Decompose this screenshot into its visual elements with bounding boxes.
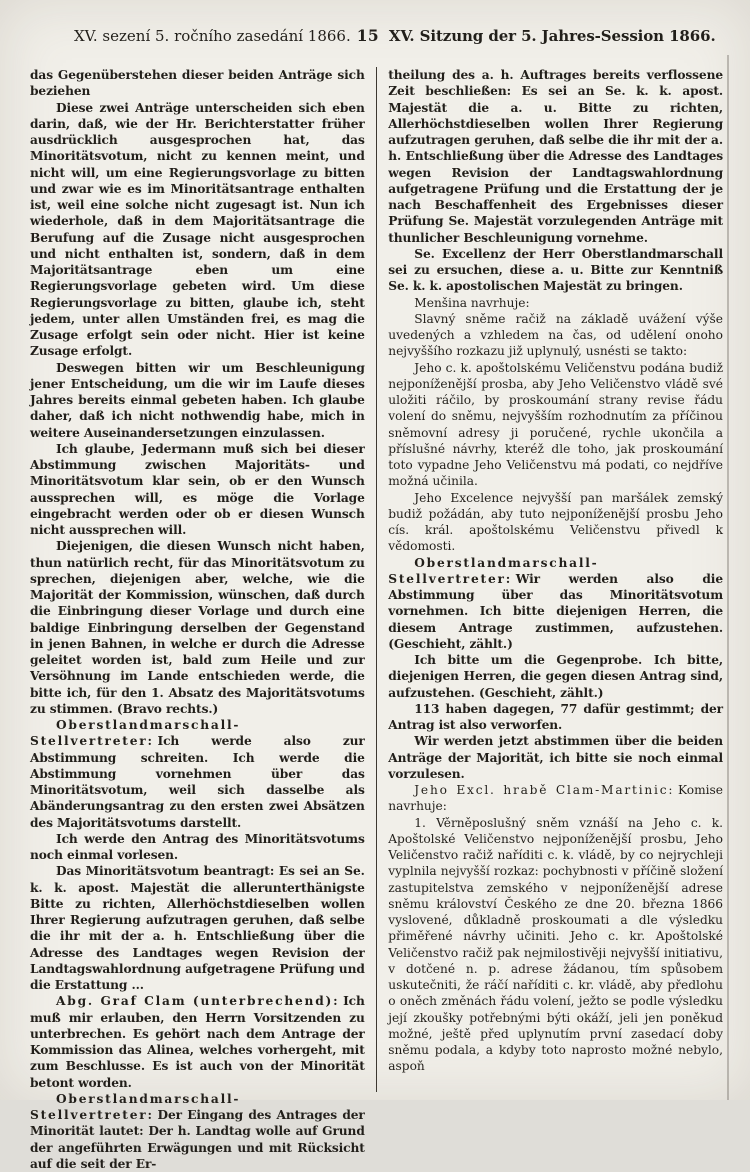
paragraph: Diejenigen, die diesen Wunsch nicht haben, thun natürlich recht, für das Minoritätsvotum zu sprechen, diejenigen aber, welche, wie die Majorität der Kommission, wünschen, daß durch die Einbringung dieser Vorlage und durch eine baldige Einbringung derselben der Gegenstand in jenen Bahnen, in welche er durch die Adresse geleitet worden ist, bald zum Heile und zur Versöhnung im Lande entschieden werde, die bitte ich, für den 1. Absatz des Majoritätsvotums zu stimmen. (Bravo rechts.) xyxy=(30,539,365,716)
paragraph: theilung des a. h. Auftrages bereits verflossene Zeit beschließen: Es sei an Se. k. k. apost. Majestät die a. u. Bitte zu richten, Allerhöchstdieselben wollen Ihrer Regierung aufzutragen geruhen, daß selbe die ihr mit der a. h. Entschließung über die Adresse des Landtages wegen Revision der Landtagswahlordnung aufgetragene Prüfung und die Erstattung der je nach Beschaffenheit des Ergebnisses dieser Prüfung Se. Majestät vorzulegenden Anträge mit thunlicher Beschleunigung vornehme. xyxy=(388,68,723,245)
paragraph: Menšina navrhuje: xyxy=(414,295,530,310)
speaker-name: Jeho Excl. hrabě Clam-Martinic: xyxy=(414,783,675,797)
paragraph: Jeho Excelence nejvyšší pan maršálek zemský budiž požádán, aby tuto nejponíženější prosbu Jeho cís. král. apoštolskému Veličenstvu přivedl k vědomosti. xyxy=(388,490,723,554)
paragraph: Ich bitte um die Gegenprobe. Ich bitte, diejenigen Herren, die gegen diesen Antrag sind, aufzustehen. (Geschieht, zählt.) xyxy=(388,653,723,700)
left-column xyxy=(30,67,365,1171)
paragraph: 113 haben dagegen, 77 dafür gestimmt; der Antrag ist also verworfen. xyxy=(388,701,723,732)
paragraph: das Gegenüberstehen dieser beiden Anträge sich beziehen xyxy=(30,68,365,99)
paragraph: Oberstlandmarschall-Stellvertreter: Ich werde also zur Abstimmung schreiten. Ich werde die Abstimmung vornehmen über das Minoritätsvotum, weil sich dasselbe als Abänderungsantrag zu den ersten zwei Absätzen des Majoritätsvotums darstellt. xyxy=(30,718,365,830)
header-title-german: XV. Sitzung der 5. Jahres-Session 1866. xyxy=(388,27,716,45)
paragraph: Se. Excellenz der Herr Oberstlandmarschall sei zu ersuchen, diese a. u. Bitte zur Kenntniß Se. k. k. apostolischen Majestät zu bringen. xyxy=(388,246,723,294)
paragraph: Wir werden jetzt abstimmen über die beiden Anträge der Majorität, ich bitte sie noch einmal vorzulesen. xyxy=(388,734,723,781)
paragraph: Ich werde den Antrag des Minoritätsvotums noch einmal vorlesen. xyxy=(30,831,365,862)
speaker-name: Abg. Graf Clam (unterbrechend): xyxy=(56,994,340,1009)
speaker-name: Oberstlandmarschall-Stellvertreter: xyxy=(388,555,599,586)
speaker-name: Oberstlandmarschall-Stellvertreter: xyxy=(30,718,241,749)
paragraph: Diese zwei Anträge unterscheiden sich eben darin, daß, wie der Hr. Berichterstatter früher ausdrücklich ausgesprochen hat, das Minoritätsvotum, nicht zu kennen meint, und nicht will, um eine Regierungsvorlage zu bitten und zwar wie es im Minoritätsantrage enthalten ist, weil eine solche nicht zugesagt ist. Nun ich wiederhole, daß in dem Majoritätsantrage die Berufung auf die Zusage nicht ausgesprochen und nicht enthalten ist, sondern, daß in dem Majoritätsantrage eben um eine Regierungsvorlage gebeten wird. Um diese Regierungsvorlage zu bitten, glaube ich, steht jedem, unter allen Umständen frei, es mag die Zusage erfolgt sein oder nicht. Hier ist keine Zusage erfolgt. xyxy=(30,100,365,359)
paragraph: Jeho c. k. apoštolskému Veličenstvu podána budiž nejponíženější prosba, aby Jeho Veličenstvo vládě své uložiti ráčilo, by proskoumání strany revise řádu volení do sněmu, nejvyšším rozhodnutím za příčinou sněmovní adresy ji poručené, rychle ukončila a příslušné návrhy, kteréž dle toho, jak proskoumání toto vypadne Jeho Veličenstvu má podati, co nejdříve možná učinila. xyxy=(388,360,723,489)
column-divider-rule xyxy=(376,67,378,1092)
page-header xyxy=(60,26,716,45)
paragraph: Jeho Excl. hrabě Clam-Martinic: Komise navrhuje: xyxy=(388,783,723,814)
paragraph: Oberstlandmarschall-Stellvertreter: Wir werden also die Abstimmung über das Minoritätsvotum vornehmen. Ich bitte diejenigen Herren, die diesem Antrage zustimmen, aufzustehen. (Geschieht, zählt.) xyxy=(388,555,723,651)
paragraph: Oberstlandmarschall-Stellvertreter: Der Eingang des Antrages der Minorität lautet: Der h. Landtag wolle auf Grund der angeführten Erwägungen und mit Rücksicht auf die seit der Er- xyxy=(30,1091,365,1171)
paragraph: Abg. Graf Clam (unterbrechend): Ich muß mir erlauben, den Herrn Vorsitzenden zu unterbrechen. Es gehört nach dem Antrage der Kommission das Alinea, welches vorhergeht, mit zum Beschlusse. Es ist auch von der Minorität betont worden. xyxy=(30,994,365,1090)
page-number: 15 xyxy=(356,26,379,45)
paragraph: Das Minoritätsvotum beantragt: Es sei an Se. k. k. apost. Majestät die allerunterthänigste Bitte zu richten, Allerhöchstdieselben wollen Ihrer Regierung aufzutragen geruhen, daß selbe die ihr mit der a. h. Entschließung über die Adresse des Landtages wegen Revision der Landtagswahlordnung aufgetragene Prüfung und die Erstattung ... xyxy=(30,864,365,992)
header-title-czech: XV. sezení 5. ročního zasedání 1866. xyxy=(74,27,351,45)
paragraph: Deswegen bitten wir um Beschleunigung jener Entscheidung, um die wir im Laufe dieses Jahres bereits einmal gebeten haben. Ich glaube daher, daß ich nicht nothwendig habe, mich in weitere Auseinandersetzungen einzulassen. xyxy=(30,360,365,440)
paragraph: 1. Věrněposlušný sněm vznáší na Jeho c. k. Apoštolské Veličenstvo nejponíženější prosbu, Jeho Veličenstvo račiž naříditi c. k. vládě, by co nejrychleji vyplnila nejvyšší rozkaz: pochybnosti v příčině složení zastupitelstva zemského v nejponíženější adrese sněmu království Českého ze dne 20. března 1866 vyslovené, důkladně proskoumati a dle výsledku přiměřené návrhy učiniti. Jeho c. kr. Apoštolské Veličenstvo račiž pak nejmilostivěji nejvyšší initiativu, v dotčené n. p. adrese žádanou, tím spůsobem uskutečniti, že ráčí naříditi c. kr. vládě, aby předlohu o oněch změnách řádu volení, ježto se podle výsledku její zkoušky potřebnými býti okáží, jeli jen poněkud možné, ještě před uplynutím první zasedací doby sněmu podala, a kdyby toto naprosto možné nebylo, aspoň xyxy=(388,815,723,1074)
right-column xyxy=(388,67,723,1092)
text-columns xyxy=(30,67,723,1171)
paragraph: Ich glaube, Jedermann muß sich bei dieser Abstimmung zwischen Majoritäts- und Minoritätsvotum klar sein, ob er den Wunsch aussprechen will, es möge die Vorlage eingebracht werden oder ob er diesen Wunsch nicht aussprechen will. xyxy=(30,441,365,537)
speaker-name: Oberstlandmarschall-Stellvertreter: xyxy=(30,1091,241,1122)
paragraph: Slavný sněme račiž na základě uvážení výše uvedených a vzhledem na čas, od udělení onoho nejvyššího rozkazu již uplynulý, usnésti se takto: xyxy=(388,311,723,359)
